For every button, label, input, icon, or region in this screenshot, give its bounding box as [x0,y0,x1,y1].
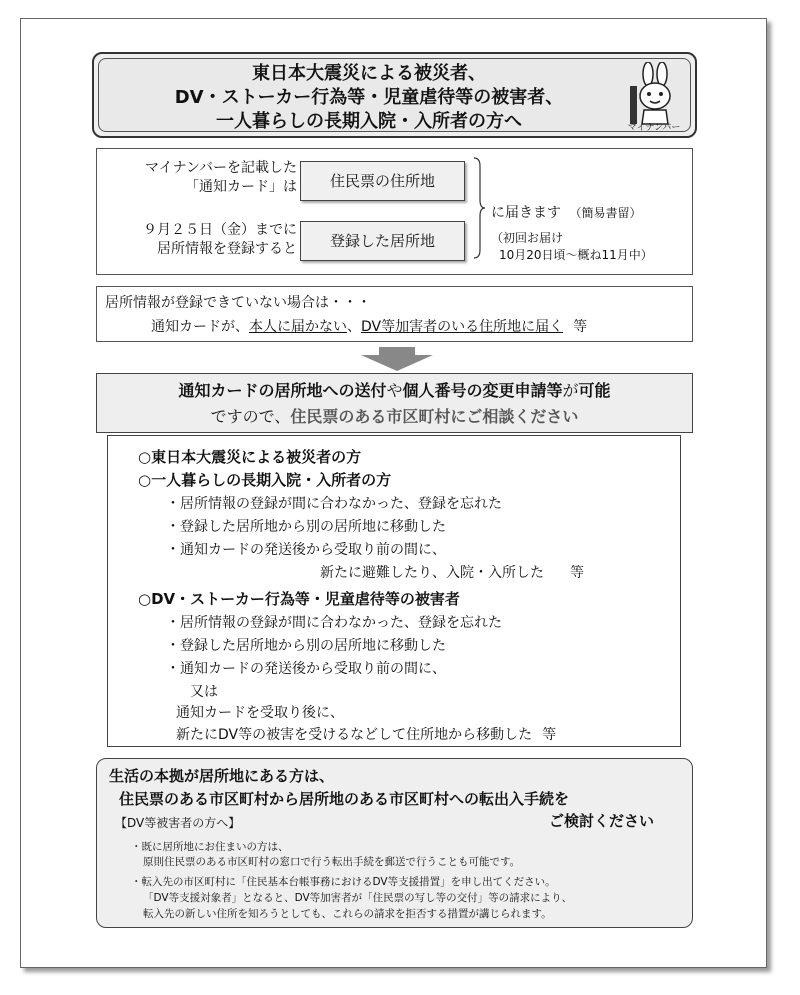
down-arrow-icon [357,347,437,371]
possible-box [96,373,693,433]
not-delivered-text: 本人に届かない [249,319,347,335]
row1-label-line2: 「通知カード」は [185,179,297,195]
possible-line2 [97,404,692,430]
brace-icon [472,156,486,260]
line2-pre: 通知カードが、 [151,319,249,335]
row2-label-line2: 居所情報を登録すると [157,241,297,257]
note-line: 原則住民票のある市区町村の窓口で行う転出手続を郵送で行うことも可能です。 [143,856,521,868]
relocation-box [96,758,693,928]
note-line: 転入先の新しい住所を知ろうとしても、これらの請求を拒否する措置が講じられます。 [143,908,552,920]
row1-label [101,159,297,197]
deliver-text [491,202,641,222]
list-item: ・通知カードの発送後から受取り前の間に、 [166,661,446,677]
possible-a: 通知カードの居所地への送付 [178,381,387,400]
row2-label-line1: ９月２５日（金）までに [143,222,297,238]
unregistered-line1: 居所情報が登録できていない場合は・・・ [105,295,371,311]
registered-mail-note: （簡易書留） [569,206,642,220]
note-line: ・転入先の市区町村に「住民基本台帳事務におけるDV等支援措置」を申し出てください。 [131,876,556,888]
heading-dv: ○DV・ストーカー行為等・児童虐待等の被害者 [138,590,460,608]
title-line-3: 一人暮らしの長期入院・入所者の方へ [216,111,522,132]
relocation-line1: 生活の本拠が居所地にある方は、 [109,767,335,785]
note-line: ・既に居所地にお住まいの方は、 [131,841,289,853]
list-item-text: 新たにDV等の被害を受けるなどして住所地から移動した [176,727,533,743]
cases-list-box [107,435,681,747]
delivery-info-box [96,148,693,275]
list-item: 通知カードを受取り後に、 [176,705,344,721]
note-line: 「DV等支援対象者」となると、DV等加害者が「住民票の写し等の交付」等の請求により、 [143,892,573,904]
dv-victims-heading: 【DV等被害者の方へ】 [115,816,241,830]
unregistered-box [96,286,693,342]
list-item [176,724,556,744]
list-item-tail: 等 [570,565,584,581]
list-item: ・登録した居所地から別の居所地に移動した [166,519,446,535]
mascot-icon [622,62,686,128]
possible-2a: ですので、 [210,407,291,426]
possible-e: 可能 [578,381,611,400]
row2-label [101,221,297,259]
list-item: 又は [190,684,218,700]
page-title [134,62,604,134]
consult-text: 住民票のある市区町村にご相談ください [290,407,579,426]
relocation-line2: 住民票のある市区町村から居所地のある市区町村への転出入手続を [119,790,570,808]
unregistered-line2 [151,316,587,336]
possible-line1 [97,378,692,404]
line2-mid: 、 [347,319,361,335]
list-item: ・居所情報の登録が間に合わなかった、登録を忘れた [166,615,502,631]
list-item: ・居所情報の登録が間に合わなかった、登録を忘れた [166,496,502,512]
relocation-line3: ご検討ください [549,812,655,830]
deliver-label: に届きます [491,205,561,221]
list-item: ・通知カードの発送後から受取り前の間に、 [166,542,446,558]
address-chip: 住民票の住所地 [300,161,465,201]
first-delivery-dates: 10月20日頃～概ね11月中） [499,248,653,262]
dv-address-text: DV等加害者のいる住所地に届く [361,319,564,335]
list-item [320,562,584,582]
possible-c: 個人番号の変更申請等 [402,381,563,400]
heading-long-stay: ○一人暮らしの長期入院・入所者の方 [138,471,392,489]
list-item-tail: 等 [542,727,557,743]
title-line-1: 東日本大震災による被災者、 [252,63,486,84]
possible-d: が [562,381,579,400]
title-line-2: DV・ストーカー行為等・児童虐待等の被害者、 [174,87,564,108]
header-box [92,52,697,138]
possible-b: や [386,381,403,400]
heading-disaster: ○東日本大震災による被災者の方 [138,448,362,466]
line2-post: 等 [573,319,588,335]
mascot-label: マイナンバー [627,123,681,133]
list-item: ・登録した居所地から別の居所地に移動した [166,638,446,654]
list-item-text: 新たに避難したり、入院・入所した [320,565,544,581]
first-delivery: （初回お届け [491,231,564,245]
residence-chip: 登録した居所地 [300,221,465,261]
row1-label-line1: マイナンバーを記載した [144,160,297,176]
